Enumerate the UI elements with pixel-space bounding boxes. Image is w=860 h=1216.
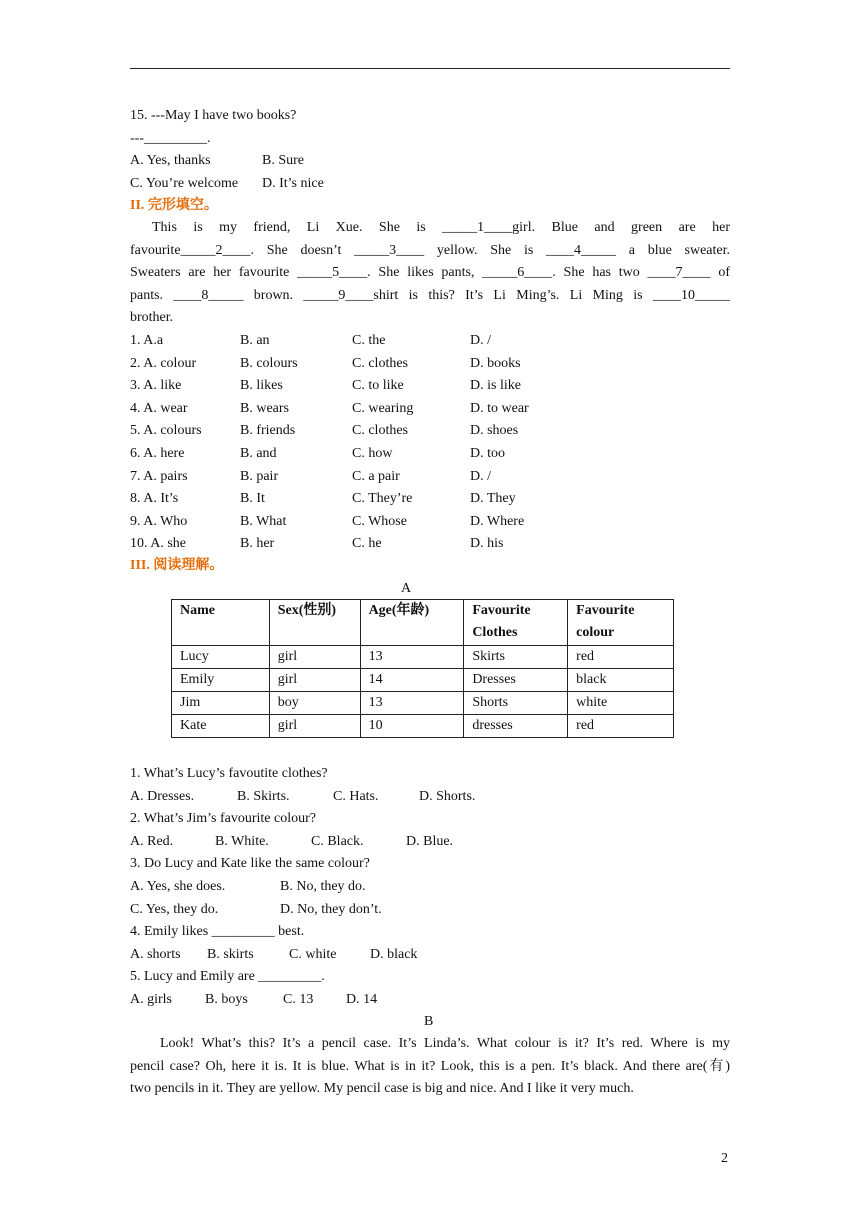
- table-cell: boy: [269, 692, 360, 715]
- table-cell: girl: [269, 715, 360, 738]
- student-table: [171, 599, 674, 738]
- cloze-option: 9. A. Who: [130, 513, 188, 529]
- cloze-option: 10. A. she: [130, 536, 186, 552]
- table-header-row: [172, 600, 674, 646]
- page-number: 2: [721, 1151, 728, 1166]
- table-header: Age(年龄): [360, 600, 464, 646]
- cloze-option: B. friends: [240, 423, 296, 439]
- cloze-option: B. colours: [240, 355, 298, 371]
- cloze-line-4: pants. ____8_____ brown. _____9____shirt is this? It’s Li Ming’s. Li Ming is ____10_____: [130, 288, 730, 303]
- table-row: [172, 646, 674, 669]
- cloze-option: 3. A. like: [130, 378, 182, 394]
- reading-option: A. Yes, she does.: [130, 879, 226, 894]
- cloze-option: B. What: [240, 513, 287, 529]
- reading-option: C. Black.: [311, 834, 364, 849]
- passage-b-line-2: pencil case? Oh, here it is. It is blue. What is in it? Look, this is a pen. It’s black. And there are(有): [130, 1059, 730, 1074]
- cloze-option: D. Where: [470, 513, 525, 529]
- reading-option: C. Yes, they do.: [130, 902, 219, 917]
- table-cell: 13: [360, 646, 464, 669]
- cloze-option: D. is like: [470, 378, 521, 394]
- reading-option: B. Skirts.: [237, 789, 290, 804]
- reading-option: B. No, they do.: [280, 879, 366, 894]
- table-cell: 14: [360, 669, 464, 692]
- q15-option-b: B. Sure: [262, 153, 304, 168]
- cloze-option: 2. A. colour: [130, 355, 197, 371]
- table-cell: Kate: [172, 715, 270, 738]
- table-cell: Skirts: [464, 646, 568, 669]
- q15-answer-line: ---_________.: [130, 131, 211, 146]
- cloze-option: C. wearing: [352, 400, 414, 416]
- cloze-option: 1. A.a: [130, 333, 164, 348]
- table-cell: red: [568, 715, 674, 738]
- cloze-option: 4. A. wear: [130, 400, 188, 416]
- table-cell: 10: [360, 715, 464, 738]
- cloze-option: 5. A. colours: [130, 423, 202, 439]
- reading-question: 2. What’s Jim’s favourite colour?: [130, 811, 316, 826]
- table-cell: girl: [269, 669, 360, 692]
- header-rule: [130, 68, 730, 69]
- cloze-option: B. an: [240, 333, 270, 348]
- table-cell: girl: [269, 646, 360, 669]
- cloze-option: C. clothes: [352, 355, 408, 371]
- q15-option-a: A. Yes, thanks: [130, 153, 211, 168]
- reading-option: D. black: [370, 947, 418, 962]
- table-header: Favourite colour: [568, 600, 674, 646]
- cloze-option: B. pair: [240, 468, 279, 484]
- part-b-label: B: [424, 1014, 434, 1029]
- cloze-option: B. wears: [240, 400, 289, 416]
- cloze-line-3: Sweaters are her favourite _____5____. She likes pants, _____6____. She has two ____7____ of: [130, 265, 730, 280]
- table-cell: Emily: [172, 669, 270, 692]
- cloze-line-2: favourite_____2____. She doesn’t _____3____ yellow. She is ____4_____ a blue sweater.: [130, 243, 730, 258]
- reading-question: 4. Emily likes _________ best.: [130, 924, 305, 939]
- part-a-label: A: [401, 581, 412, 596]
- cloze-option: C. clothes: [352, 423, 408, 439]
- table-row: [172, 669, 674, 692]
- cloze-option: D. books: [470, 355, 521, 371]
- cloze-line-1: This is my friend, Li Xue. She is _____1____girl. Blue and green are her: [152, 220, 730, 235]
- cloze-line-5: brother.: [130, 310, 174, 325]
- section3-heading: III. 阅读理解。: [130, 558, 224, 573]
- cloze-option: D. They: [470, 491, 516, 507]
- cloze-option: C. how: [352, 446, 393, 461]
- reading-option: B. White.: [215, 834, 269, 849]
- reading-option: D. No, they don’t.: [280, 902, 382, 917]
- cloze-option: D. too: [470, 446, 505, 461]
- reading-option: A. Dresses.: [130, 789, 195, 804]
- cloze-option: D. /: [470, 333, 491, 348]
- reading-option: D. Shorts.: [419, 789, 476, 804]
- table-row: [172, 692, 674, 715]
- cloze-option: C. Whose: [352, 513, 407, 529]
- cloze-option: C. he: [352, 536, 382, 552]
- cloze-option: 6. A. here: [130, 446, 185, 461]
- cloze-option: C. to like: [352, 378, 404, 394]
- reading-option: A. girls: [130, 992, 172, 1007]
- reading-option: A. Red.: [130, 834, 174, 849]
- reading-question: 5. Lucy and Emily are _________.: [130, 969, 325, 984]
- cloze-option: D. his: [470, 536, 504, 552]
- reading-option: C. white: [289, 947, 337, 962]
- cloze-option: B. It: [240, 491, 265, 507]
- section2-heading: II. 完形填空。: [130, 198, 218, 213]
- passage-b-line-1: Look! What’s this? It’s a pencil case. It’s Linda’s. What colour is it? It’s red. Where is my: [160, 1036, 730, 1051]
- cloze-option: D. shoes: [470, 423, 519, 439]
- q15-option-d: D. It’s nice: [262, 176, 324, 191]
- cloze-option: C. They’re: [352, 491, 413, 507]
- table-cell: Dresses: [464, 669, 568, 692]
- reading-option: D. 14: [346, 992, 378, 1007]
- cloze-option: D. to wear: [470, 400, 529, 416]
- cloze-option: D. /: [470, 468, 491, 484]
- cloze-option: 7. A. pairs: [130, 468, 188, 484]
- reading-option: C. 13: [283, 992, 314, 1007]
- cloze-option: B. her: [240, 536, 275, 552]
- reading-option: A. shorts: [130, 947, 181, 962]
- cloze-option: B. and: [240, 446, 277, 461]
- table-cell: Lucy: [172, 646, 270, 669]
- table-cell: Shorts: [464, 692, 568, 715]
- reading-question: 3. Do Lucy and Kate like the same colour?: [130, 856, 370, 871]
- reading-option: C. Hats.: [333, 789, 379, 804]
- q15-question: 15. ---May I have two books?: [130, 108, 297, 123]
- q15-option-c: C. You’re welcome: [130, 176, 239, 191]
- table-cell: black: [568, 669, 674, 692]
- reading-question: 1. What’s Lucy’s favoutite clothes?: [130, 766, 328, 781]
- table-row: [172, 715, 674, 738]
- table-header: Sex(性别): [269, 600, 360, 646]
- reading-option: B. boys: [205, 992, 248, 1007]
- table-cell: red: [568, 646, 674, 669]
- table-cell: white: [568, 692, 674, 715]
- table-header: Favourite Clothes: [464, 600, 568, 646]
- table-cell: Jim: [172, 692, 270, 715]
- reading-option: B. skirts: [207, 947, 254, 962]
- passage-b-line-3: two pencils in it. They are yellow. My pencil case is big and nice. And I like it very much.: [130, 1081, 634, 1096]
- cloze-option: 8. A. It’s: [130, 491, 179, 507]
- cloze-option: B. likes: [240, 378, 283, 394]
- reading-option: D. Blue.: [406, 834, 454, 849]
- cloze-option: C. the: [352, 333, 386, 348]
- cloze-option: C. a pair: [352, 468, 400, 484]
- table-cell: dresses: [464, 715, 568, 738]
- table-cell: 13: [360, 692, 464, 715]
- table-header: Name: [172, 600, 270, 646]
